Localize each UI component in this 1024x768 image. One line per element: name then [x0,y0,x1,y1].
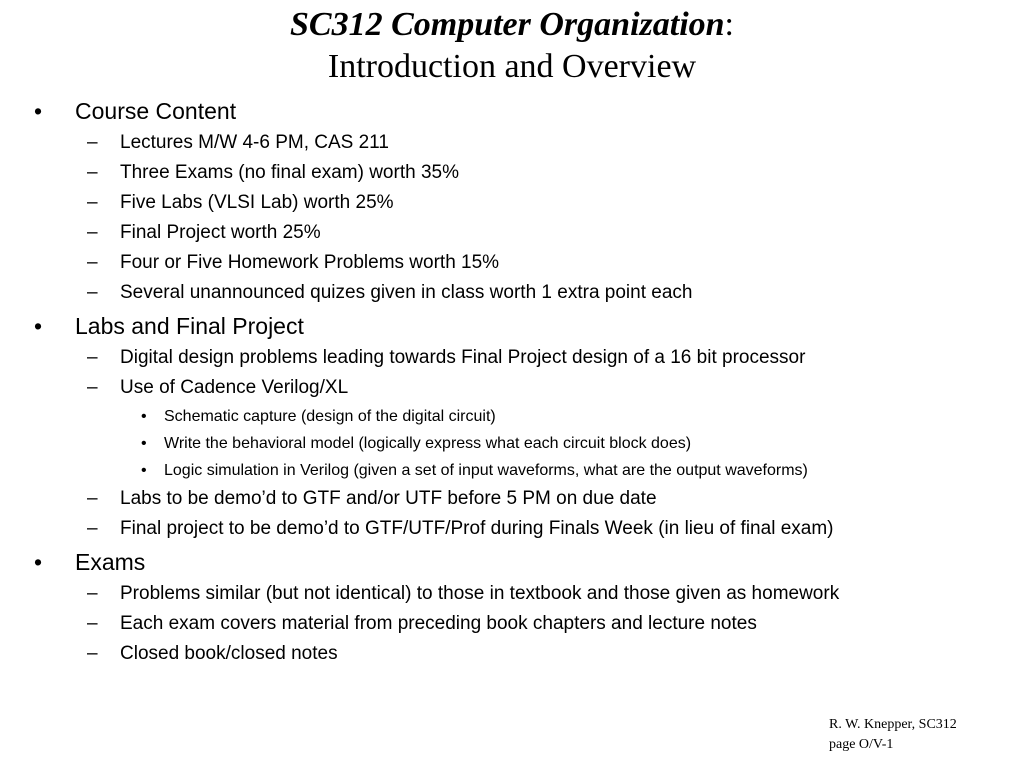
list-item-text: Problems similar (but not identical) to those in textbook and those given as homework [120,583,840,604]
list-item-text: Final project to be demo’d to GTF/UTF/Prof during Finals Week (in lieu of final exam) [120,518,834,539]
bullet-exams [0,547,1024,577]
list-item-text: Five Labs (VLSI Lab) worth 25% [120,192,394,213]
dash-marker: – [87,162,98,183]
list-item [0,128,1024,158]
bullet-course-content [0,96,1024,126]
title-course-name: SC312 Computer Organization [289,6,725,43]
sub-list-item-text: Write the behavioral model (logically express what each circuit block does) [164,435,692,452]
list-item-text: Three Exams (no final exam) worth 35% [120,162,459,183]
slide-footer [829,715,957,755]
list-item-text: Labs to be demo’d to GTF and/or UTF before 5 PM on due date [120,488,657,509]
list-item [0,218,1024,248]
dash-marker: – [87,583,98,604]
sub-list-item-text: Logic simulation in Verilog (given a set of input waveforms, what are the output waveforms) [164,462,808,479]
sub-list-item [0,430,1024,457]
dash-marker: – [87,643,98,664]
list-item-text: Each exam covers material from preceding book chapters and lecture notes [120,613,757,634]
bullet-labs-final-project [0,311,1024,341]
footer-page-number: page O/V-1 [829,737,894,752]
dash-marker: – [87,377,98,398]
list-item-text: Several unannounced quizes given in class worth 1 extra point each [120,282,693,303]
bullet-marker: • [34,313,43,339]
title-subtitle: Introduction and Overview [327,48,697,85]
list-item [0,278,1024,308]
list-item [0,188,1024,218]
small-bullet-marker: • [141,408,147,425]
list-item-text: Closed book/closed notes [120,643,338,664]
list-item [0,609,1024,639]
list-item-text: Digital design problems leading towards Final Project design of a 16 bit processor [120,347,806,368]
small-bullet-marker: • [141,435,147,452]
dash-marker: – [87,613,98,634]
list-item-text: Use of Cadence Verilog/XL [120,377,349,398]
dash-marker: – [87,347,98,368]
list-item-text: Final Project worth 25% [120,222,321,243]
slide-body [0,96,1024,669]
sub-list-item [0,457,1024,484]
dash-marker: – [87,518,98,539]
list-item [0,248,1024,278]
list-item [0,484,1024,514]
list-item [0,373,1024,403]
dash-marker: – [87,132,98,153]
list-item [0,158,1024,188]
list-item [0,579,1024,609]
bullet-marker: • [34,549,43,575]
list-item [0,639,1024,669]
section-heading: Labs and Final Project [75,313,304,339]
list-item-text: Four or Five Homework Problems worth 15% [120,252,500,273]
footer-author: R. W. Knepper, SC312 [829,717,957,732]
slide-title [0,4,1024,88]
small-bullet-marker: • [141,462,147,479]
bullet-marker: • [34,98,43,124]
title-colon: : [724,6,734,43]
section-heading: Course Content [75,98,237,124]
list-item-text: Lectures M/W 4-6 PM, CAS 211 [120,132,389,153]
sub-list-item-text: Schematic capture (design of the digital circuit) [164,408,496,425]
list-item [0,343,1024,373]
section-heading: Exams [75,549,146,575]
dash-marker: – [87,282,98,303]
dash-marker: – [87,222,98,243]
dash-marker: – [87,252,98,273]
dash-marker: – [87,192,98,213]
sub-list-item [0,403,1024,430]
dash-marker: – [87,488,98,509]
list-item [0,514,1024,544]
